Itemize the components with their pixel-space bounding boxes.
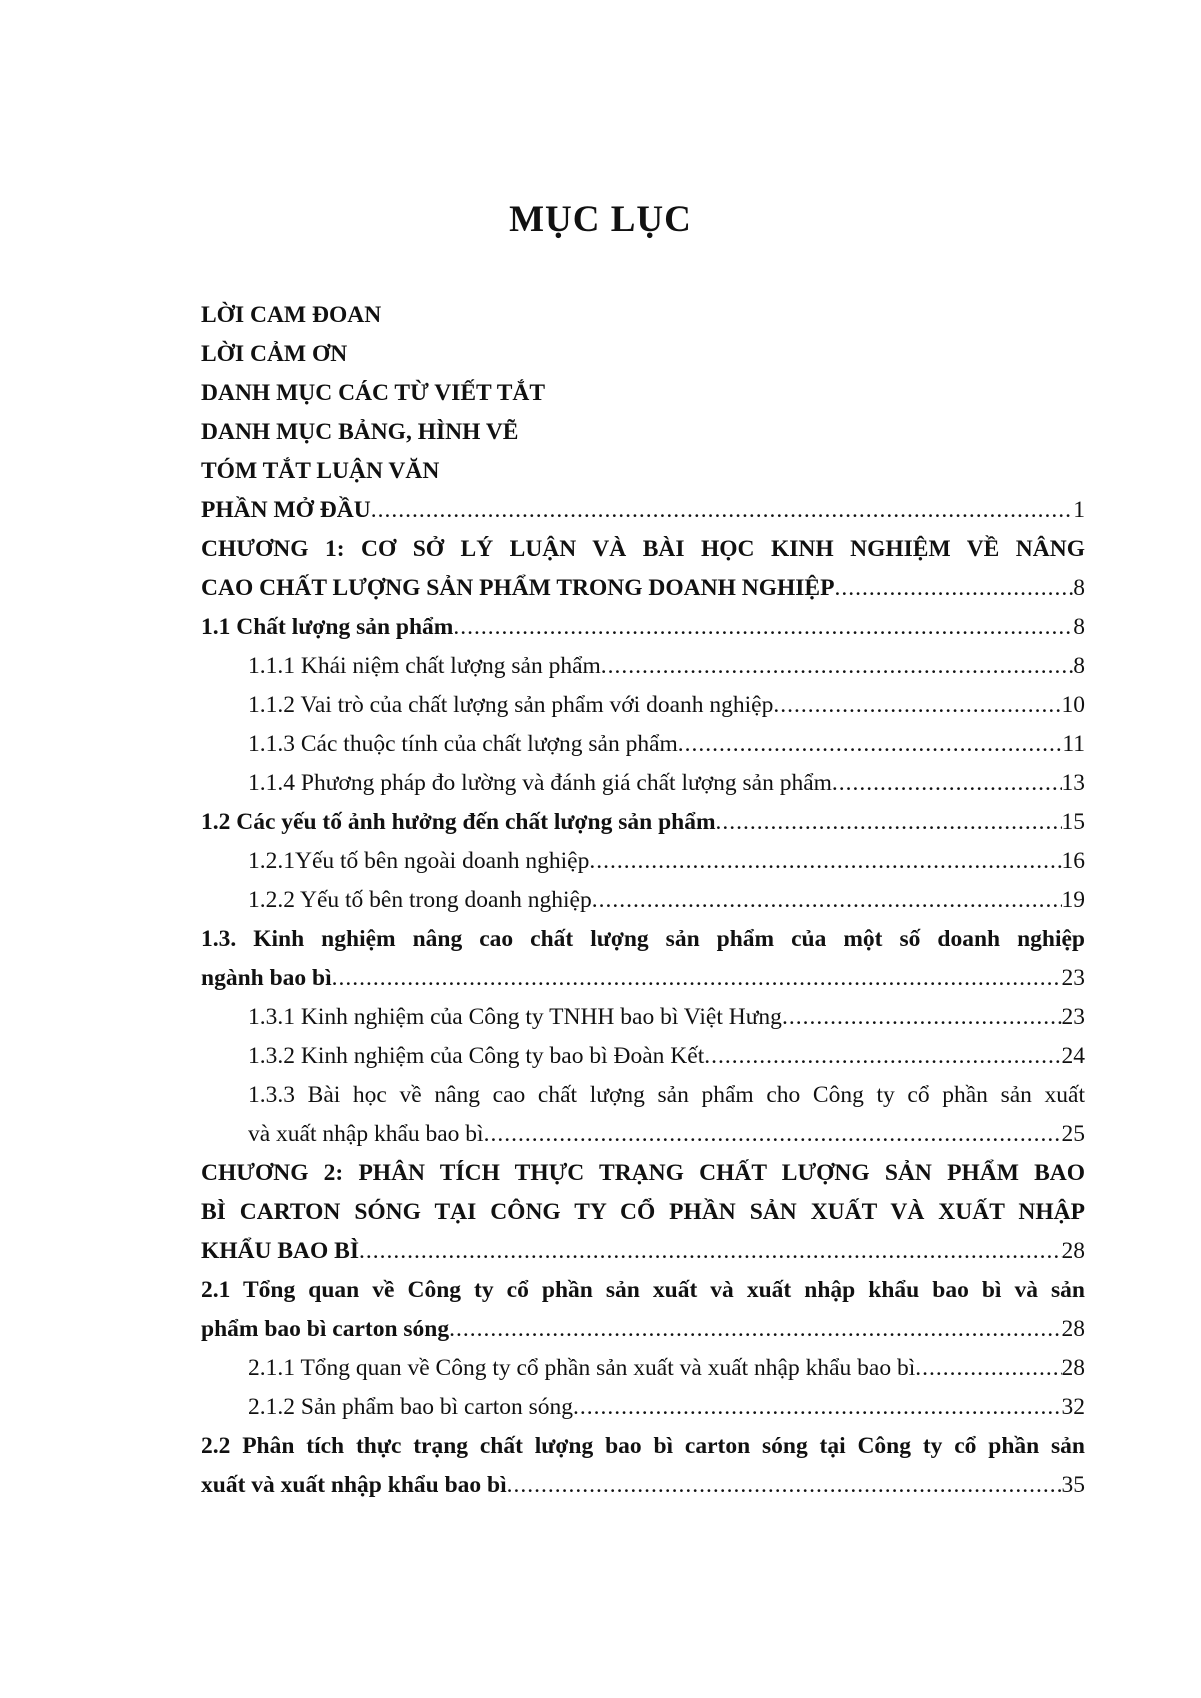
toc-chapter-2-line-2[interactable]: BÌ CARTON SÓNG TẠI CÔNG TY CỔ PHẦN SẢN XUẤT VÀ XUẤT NHẬP — [201, 1199, 1085, 1225]
toc-section-1-3-line-2[interactable] — [201, 959, 1085, 998]
toc-section-2-1-line-2[interactable] — [201, 1310, 1085, 1349]
toc-page-number: 28 — [1061, 1316, 1085, 1342]
dot-leader — [453, 608, 1073, 647]
toc-section-1-1-1[interactable] — [201, 647, 1085, 686]
dot-leader — [507, 1466, 1062, 1505]
toc-page-number: 8 — [1073, 614, 1085, 640]
dot-leader — [716, 803, 1062, 842]
toc-page-number: 23 — [1061, 1004, 1085, 1030]
toc-section-1-2-2[interactable] — [201, 881, 1085, 920]
toc-entry-text: 1.1.4 Phương pháp đo lường và đánh giá chất lượng sản phẩm — [248, 770, 832, 796]
toc-section-2-2-line-1[interactable]: 2.2 Phân tích thực trạng chất lượng bao bì carton sóng tại Công ty cổ phần sản — [201, 1433, 1085, 1459]
toc-section-1-3-1[interactable] — [201, 998, 1085, 1037]
toc-page-number: 16 — [1061, 848, 1085, 874]
toc-entry-text: 1.3.2 Kinh nghiệm của Công ty bao bì Đoàn Kết — [248, 1043, 705, 1069]
toc-chapter-1-line-2[interactable] — [201, 569, 1085, 608]
toc-entry-text: 1.1.3 Các thuộc tính của chất lượng sản phẩm — [248, 731, 678, 757]
dot-leader — [832, 764, 1062, 803]
toc-entry-text: 1.3.1 Kinh nghiệm của Công ty TNHH bao bì Việt Hưng — [248, 1004, 782, 1030]
toc-section-2-1-1[interactable] — [201, 1349, 1085, 1388]
dot-leader — [678, 725, 1063, 764]
table-of-contents — [201, 296, 1085, 1505]
toc-entry-text: và xuất nhập khẩu bao bì — [248, 1121, 484, 1147]
dot-leader — [589, 842, 1061, 881]
toc-entry-text: xuất và xuất nhập khẩu bao bì — [201, 1472, 507, 1498]
dot-leader — [371, 491, 1074, 530]
toc-section-1-3-2[interactable] — [201, 1037, 1085, 1076]
toc-page-number: 8 — [1073, 653, 1085, 679]
toc-entry-text: 1.1.1 Khái niệm chất lượng sản phẩm — [248, 653, 601, 679]
dot-leader — [782, 998, 1062, 1037]
toc-page-number: 19 — [1061, 887, 1085, 913]
toc-front-summary: TÓM TẮT LUẬN VĂN — [201, 458, 440, 484]
toc-entry-text: 1.2.1Yếu tố bên ngoài doanh nghiệp — [248, 848, 590, 874]
toc-page-number: 35 — [1061, 1472, 1085, 1498]
dot-leader — [573, 1388, 1061, 1427]
dot-leader — [332, 959, 1062, 998]
toc-section-1-1-2[interactable] — [201, 686, 1085, 725]
toc-section-2-1-2[interactable] — [201, 1388, 1085, 1427]
dot-leader — [449, 1310, 1061, 1349]
dot-leader — [704, 1037, 1061, 1076]
toc-page-number: 11 — [1062, 731, 1085, 757]
toc-page-number: 25 — [1061, 1121, 1085, 1147]
toc-entry-text: ngành bao bì — [201, 965, 332, 991]
dot-leader — [484, 1115, 1062, 1154]
toc-entry-intro[interactable] — [201, 491, 1085, 530]
toc-section-1-3-line-1[interactable]: 1.3. Kinh nghiệm nâng cao chất lượng sản phẩm của một số doanh nghiệp — [201, 926, 1085, 952]
toc-section-2-2-line-2[interactable] — [201, 1466, 1085, 1505]
toc-entry-text: CAO CHẤT LƯỢNG SẢN PHẨM TRONG DOANH NGHIỆP — [201, 575, 835, 601]
toc-entry-text: 1.1 Chất lượng sản phẩm — [201, 614, 454, 640]
page-title: MỤC LỤC — [509, 199, 692, 240]
toc-front-loi-cam-on: LỜI CẢM ƠN — [201, 341, 348, 367]
toc-section-1-2-1[interactable] — [201, 842, 1085, 881]
toc-entry-text: PHẦN MỞ ĐẦU — [201, 497, 371, 523]
toc-page-number: 8 — [1073, 575, 1085, 601]
toc-page-number: 10 — [1061, 692, 1085, 718]
toc-section-1-3-3-line-1[interactable]: 1.3.3 Bài học về nâng cao chất lượng sản phẩm cho Công ty cổ phần sản xuất — [248, 1082, 1085, 1108]
toc-section-1-1-3[interactable] — [201, 725, 1085, 764]
toc-section-1-2[interactable] — [201, 803, 1085, 842]
toc-page-number: 23 — [1061, 965, 1085, 991]
toc-entry-text: 2.1.2 Sản phẩm bao bì carton sóng — [248, 1394, 574, 1420]
toc-chapter-2-line-1[interactable]: CHƯƠNG 2: PHÂN TÍCH THỰC TRẠNG CHẤT LƯỢNG SẢN PHẨM BAO — [201, 1160, 1085, 1186]
toc-front-loi-cam-doan: LỜI CAM ĐOAN — [201, 302, 382, 328]
toc-page-number: 28 — [1061, 1355, 1085, 1381]
toc-entry-text: 1.2.2 Yếu tố bên trong doanh nghiệp — [248, 887, 592, 913]
dot-leader — [915, 1349, 1061, 1388]
toc-section-2-1-line-1[interactable]: 2.1 Tổng quan về Công ty cổ phần sản xuất và xuất nhập khẩu bao bì và sản — [201, 1277, 1085, 1303]
dot-leader — [601, 647, 1073, 686]
toc-section-1-1[interactable] — [201, 608, 1085, 647]
toc-entry-text: phẩm bao bì carton sóng — [201, 1316, 450, 1342]
toc-chapter-1-line-1[interactable]: CHƯƠNG 1: CƠ SỞ LÝ LUẬN VÀ BÀI HỌC KINH NGHIỆM VỀ NÂNG — [201, 536, 1085, 562]
dot-leader — [359, 1232, 1062, 1271]
dot-leader — [834, 569, 1073, 608]
toc-chapter-2-line-3[interactable] — [201, 1232, 1085, 1271]
toc-section-1-3-3-line-2[interactable] — [201, 1115, 1085, 1154]
toc-page-number: 24 — [1061, 1043, 1085, 1069]
toc-entry-text: 1.2 Các yếu tố ảnh hưởng đến chất lượng sản phẩm — [201, 809, 716, 835]
dot-leader — [773, 686, 1061, 725]
toc-entry-text: 2.1.1 Tổng quan về Công ty cổ phần sản xuất và xuất nhập khẩu bao bì — [248, 1355, 916, 1381]
toc-page-number: 32 — [1061, 1394, 1085, 1420]
toc-section-1-1-4[interactable] — [201, 764, 1085, 803]
toc-front-abbreviations: DANH MỤC CÁC TỪ VIẾT TẮT — [201, 380, 546, 406]
toc-entry-text: KHẨU BAO BÌ — [201, 1238, 359, 1264]
toc-page-number: 1 — [1073, 497, 1085, 523]
toc-page-number: 13 — [1061, 770, 1085, 796]
dot-leader — [592, 881, 1062, 920]
toc-page-number: 28 — [1061, 1238, 1085, 1264]
toc-front-tables-figures: DANH MỤC BẢNG, HÌNH VẼ — [201, 419, 519, 445]
toc-page-number: 15 — [1061, 809, 1085, 835]
toc-entry-text: 1.1.2 Vai trò của chất lượng sản phẩm với doanh nghiệp — [248, 692, 774, 718]
